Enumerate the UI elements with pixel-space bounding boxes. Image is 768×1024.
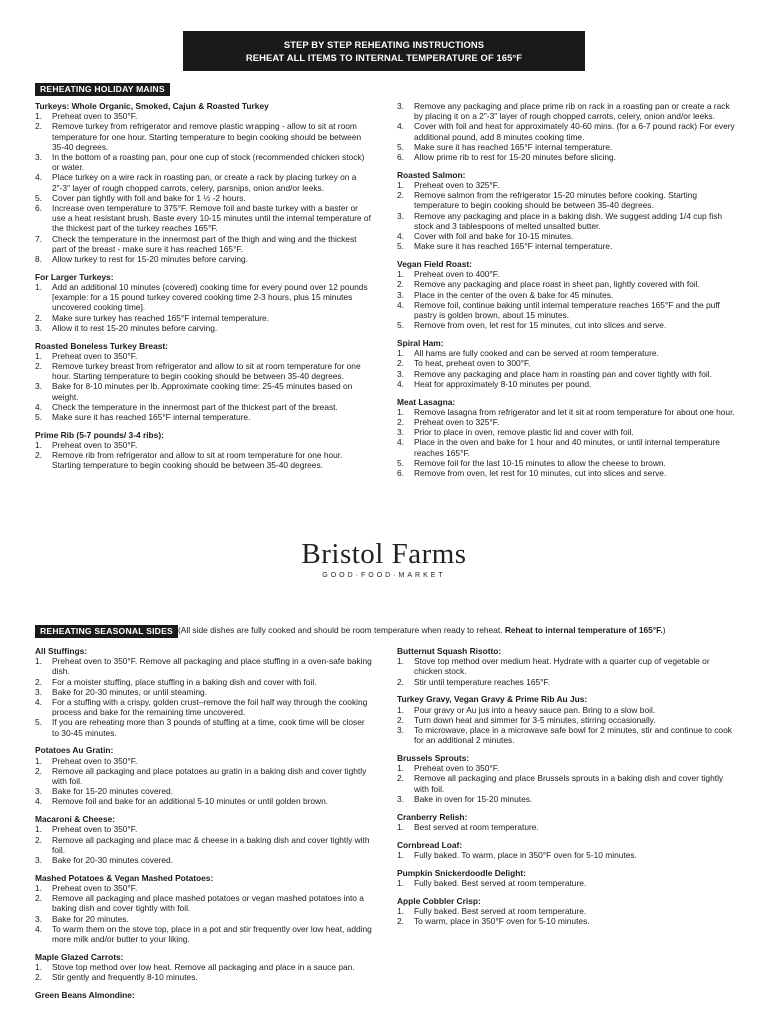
step-text: Remove foil and bake for an additional 5-10 minutes or until golden brown. (52, 796, 329, 807)
step-text: Bake for 20-30 minutes, or until steaming. (52, 686, 208, 697)
step-text: Bake for 15-20 minutes covered. (52, 786, 174, 797)
step-text: Make sure it has reached 165°F internal temperature. (414, 241, 613, 252)
step-text: Preheat oven to 350°F. (52, 883, 138, 894)
step-number: 3. (35, 686, 42, 697)
step-number: 1. (397, 704, 404, 715)
step-number: 5. (35, 412, 42, 423)
step-number: 1. (397, 849, 404, 860)
instruction-section (397, 101, 735, 162)
step-text: Allow prime rib to rest for 15-20 minutes before slicing. (414, 152, 617, 163)
section-title: For Larger Turkeys: (35, 271, 114, 282)
step-item (397, 705, 735, 715)
step-text: Fully baked. To warm, place in 350°F oven for 5-10 minutes. (414, 849, 637, 860)
step-text: Preheat oven to 350°F. (414, 763, 500, 774)
section-title: Turkeys: Whole Organic, Smoked, Cajun & Roasted Turkey (35, 101, 269, 111)
step-number: 4. (35, 697, 42, 708)
step-number: 4. (35, 401, 42, 412)
mains-section-header: REHEATING HOLIDAY MAINS (35, 83, 170, 96)
step-item (397, 348, 735, 358)
step-number: 1. (35, 656, 42, 667)
header-banner (183, 31, 585, 71)
section-title: Pumpkin Snickerdoodle Delight: (397, 867, 526, 878)
step-list (35, 962, 373, 982)
step-text: Stir until temperature reaches 165°F. (414, 676, 551, 687)
step-number: 6. (397, 468, 404, 479)
step-list (35, 656, 373, 738)
step-number: 3. (35, 855, 42, 866)
step-item (397, 407, 735, 417)
step-text: Turn down heat and simmer for 3-5 minutes, stirring occasionally. (414, 714, 656, 725)
step-item (35, 313, 373, 323)
step-item (397, 822, 735, 832)
step-text: Remove turkey breast from refrigerator and allow to sit at room temperature for one hour. Starting temperature to begin cooking should be between 35-40 degrees. (52, 361, 361, 382)
step-list (397, 180, 735, 251)
section-title: Prime Rib (5-7 pounds/ 3-4 ribs): (35, 429, 164, 440)
step-item (397, 417, 735, 427)
instruction-section (35, 646, 373, 738)
step-list (35, 111, 373, 264)
step-text: Make sure it has reached 165°F internal temperature. (414, 141, 613, 152)
step-list (397, 407, 735, 478)
step-item (397, 850, 735, 860)
step-text: Remove turkey from refrigerator and remove plastic wrapping - allow to sit at room temperature for one hour. Starting temperature to begin cooking should be between 35-40 degrees. (52, 121, 362, 152)
step-list (397, 878, 735, 888)
step-number: 2. (397, 190, 404, 201)
sides-note-bold: Reheat to internal temperature of 165°F. (504, 625, 663, 635)
section-title: Green Beans Almondine: (35, 990, 135, 1001)
step-text: Remove any packaging and place ham in roasting pan and cover tightly with foil. (414, 368, 712, 379)
step-number: 5. (35, 717, 42, 728)
section-title: Cranberry Relish: (397, 811, 468, 822)
step-text: Remove all packaging and place Brussels sprouts in a baking dish and cover tightly with foil. (414, 773, 724, 794)
step-number: 2. (35, 676, 42, 687)
instruction-section (35, 814, 373, 865)
step-number: 4. (397, 437, 404, 448)
step-item (35, 111, 373, 121)
step-item (397, 763, 735, 773)
section-title: Potatoes Au Gratin: (35, 745, 114, 756)
step-number: 3. (35, 152, 42, 163)
step-text: Heat for approximately 8-10 minutes per pound. (414, 378, 592, 389)
sides-note-close: ) (662, 625, 666, 635)
step-text: Remove all packaging and place potatoes au gratin in a baking dish and cover tightly with foil. (52, 765, 367, 787)
instruction-section (397, 694, 735, 745)
step-text: Preheat oven to 350°F. Remove all packaging and place stuffing in a oven-safe baking dish. (52, 656, 372, 677)
step-item (35, 193, 373, 203)
section-title: Roasted Boneless Turkey Breast: (35, 340, 168, 351)
step-item (397, 269, 735, 279)
step-number: 1. (35, 883, 42, 894)
instruction-section (35, 952, 373, 983)
step-item (35, 254, 373, 264)
step-text: All hams are fully cooked and can be served at room temperature. (414, 348, 659, 359)
step-item (35, 924, 373, 944)
step-text: Preheat oven to 350°F. (52, 755, 138, 766)
step-text: If you are reheating more than 3 pounds of stuffing at a time, cook time will be closer to 30-45 minutes. (52, 717, 365, 738)
step-text: Remove from oven, let rest for 10 minutes, cut into slices and serve. (414, 468, 667, 479)
step-number: 3. (397, 793, 404, 804)
step-number: 4. (35, 172, 42, 183)
sides-note (178, 625, 665, 636)
step-text: Stove top method over medium heat. Hydrate with a quarter cup of vegetable or chicken stock. (414, 656, 710, 677)
step-text: Bake for 20-30 minutes covered. (52, 855, 174, 866)
instruction-section (397, 397, 735, 479)
step-number: 2. (35, 450, 42, 461)
step-item (397, 916, 735, 926)
step-number: 4. (35, 796, 42, 807)
step-list (397, 705, 735, 746)
step-text: Check the temperature in the innermost part of the thigh and wing and the thickest part of the breast - make sure it has reached 165°F. (52, 233, 357, 254)
step-number: 1. (35, 824, 42, 835)
step-item (397, 241, 735, 251)
step-number: 1. (35, 111, 42, 122)
step-text: Remove salmon from the refrigerator 15-20 minutes before cooking. Starting temperature to begin cooking should be between 35-40 degrees. (414, 190, 698, 211)
step-number: 5. (35, 192, 42, 203)
step-number: 3. (35, 913, 42, 924)
step-text: Remove all packaging and place mac & cheese in a baking dish and cover tightly with foil. (52, 834, 370, 855)
step-item (35, 234, 373, 254)
step-number: 5. (397, 457, 404, 468)
step-text: Cover with foil and heat for approximately 40-60 mins. (for a 6-7 pound rack) For every additional pound, add 8 minutes cooking time. (414, 121, 735, 142)
step-number: 2. (35, 834, 42, 845)
step-item (397, 142, 735, 152)
step-text: Allow it to rest 15-20 minutes before carving. (52, 322, 218, 333)
step-text: Cover pan tightly with foil and bake for 1 ½ -2 hours. (52, 192, 246, 203)
step-item (35, 855, 373, 865)
step-item (397, 427, 735, 437)
step-number: 2. (35, 893, 42, 904)
step-text: Bake for 8-10 minutes per lb. Approximate cooking time: 25-45 minutes based on weight. (52, 381, 353, 402)
step-text: Remove all packaging and place mashed potatoes or vegan mashed potatoes into a baking dish and cover tightly with foil. (52, 893, 364, 914)
step-list (35, 440, 373, 471)
step-number: 2. (397, 714, 404, 725)
step-item (35, 914, 373, 924)
step-item (35, 972, 373, 982)
instruction-section (35, 101, 373, 264)
step-item (397, 231, 735, 241)
step-number: 2. (397, 916, 404, 927)
step-text: Pour gravy or Au jus into a heavy sauce pan. Bring to a slow boil. (414, 704, 656, 715)
sides-right-column (397, 646, 735, 934)
step-number: 3. (397, 427, 404, 438)
section-title: Turkey Gravy, Vegan Gravy & Prime Rib Au Jus: (397, 694, 588, 705)
step-number: 6. (35, 203, 42, 214)
step-number: 2. (397, 676, 404, 687)
instruction-section (35, 272, 373, 333)
step-text: Preheat oven to 350°F. (52, 111, 138, 122)
step-text: Bake in oven for 15-20 minutes. (414, 793, 533, 804)
step-number: 1. (397, 821, 404, 832)
step-number: 3. (397, 101, 404, 111)
banner-title: STEP BY STEP REHEATING INSTRUCTIONS (283, 39, 485, 50)
step-number: 4. (397, 378, 404, 389)
step-item (397, 715, 735, 725)
step-text: Preheat oven to 400°F. (414, 269, 500, 280)
instruction-section (397, 812, 735, 832)
step-item (397, 468, 735, 478)
step-number: 7. (35, 233, 42, 244)
section-title: Vegan Field Roast: (397, 259, 472, 270)
step-item (35, 883, 373, 893)
step-text: To warm, place in 350°F oven for 5-10 minutes. (414, 916, 590, 927)
section-title: Meat Lasagna: (397, 396, 456, 407)
step-number: 3. (35, 322, 42, 333)
step-number: 4. (35, 923, 42, 934)
step-item (397, 677, 735, 687)
step-number: 1. (35, 755, 42, 766)
step-text: Preheat oven to 325°F. (414, 417, 500, 428)
step-item (35, 962, 373, 972)
step-item (397, 906, 735, 916)
step-number: 4. (397, 299, 404, 310)
step-number: 1. (35, 962, 42, 973)
step-number: 2. (35, 361, 42, 372)
step-text: Check the temperature in the innermost part of the thickest part of the breast. (52, 401, 338, 412)
step-text: Stir gently and frequently 8-10 minutes. (52, 972, 198, 983)
section-title: All Stuffings: (35, 646, 88, 656)
step-item (397, 358, 735, 368)
step-list (35, 756, 373, 807)
step-item (397, 121, 735, 141)
step-text: Prior to place in oven, remove plastic lid and cover with foil. (414, 427, 634, 438)
instruction-section (35, 341, 373, 423)
step-item (35, 717, 373, 737)
step-text: Place in the center of the oven & bake for 45 minutes. (414, 289, 614, 300)
step-item (35, 656, 373, 676)
step-list (35, 351, 373, 422)
instruction-section (397, 170, 735, 252)
step-number: 2. (35, 972, 42, 983)
step-number: 5. (397, 141, 404, 152)
mains-right-column (397, 101, 735, 486)
step-item (35, 152, 373, 172)
step-item (397, 152, 735, 162)
step-number: 2. (35, 121, 42, 132)
logo-tagline: GOOD·FOOD·MARKET (322, 572, 446, 579)
step-item (35, 172, 373, 192)
step-number: 1. (35, 440, 42, 451)
banner-subtitle: REHEAT ALL ITEMS TO INTERNAL TEMPERATURE OF 165°F (245, 52, 523, 63)
step-item (35, 756, 373, 766)
instruction-section (397, 896, 735, 927)
step-text: Stove top method over low heat. Remove all packaging and place in a sauce pan. (52, 962, 355, 973)
step-item (35, 796, 373, 806)
step-text: Remove lasagna from refrigerator and let it sit at room temperature for about one hour. (414, 406, 735, 417)
step-item (397, 320, 735, 330)
step-item (397, 369, 735, 379)
step-number: 8. (35, 254, 42, 265)
step-number: 3. (397, 725, 404, 736)
step-item (35, 440, 373, 450)
sides-section-header: REHEATING SEASONAL SIDES (35, 625, 178, 638)
step-text: For a moister stuffing, place stuffing in a baking dish and cover with foil. (52, 676, 317, 687)
step-number: 2. (397, 417, 404, 428)
step-text: In the bottom of a roasting pan, pour one cup of stock (recommended chicken stock) or water. (52, 152, 365, 173)
step-item (397, 725, 735, 745)
instruction-section (35, 873, 373, 944)
step-item (35, 361, 373, 381)
step-number: 4. (397, 231, 404, 242)
step-number: 1. (397, 180, 404, 191)
step-text: Bake for 20 minutes. (52, 913, 129, 924)
instruction-section (35, 990, 373, 1000)
step-number: 1. (35, 282, 42, 293)
step-item (397, 101, 735, 121)
instruction-section (35, 745, 373, 806)
step-item (35, 402, 373, 412)
step-item (397, 656, 735, 676)
step-number: 1. (397, 905, 404, 916)
instruction-section (397, 338, 735, 389)
sides-note-text: (All side dishes are fully cooked and should be room temperature when ready to reheat. (178, 625, 505, 635)
section-title: Maple Glazed Carrots: (35, 951, 124, 962)
step-text: Remove rib from refrigerator and allow to sit at room temperature for one hour. Starting temperature to begin cooking should be between 35-40 degrees. (52, 450, 343, 471)
step-number: 2. (35, 312, 42, 323)
step-item (35, 697, 373, 717)
step-item (35, 687, 373, 697)
step-item (35, 677, 373, 687)
step-number: 3. (397, 368, 404, 379)
step-item (397, 379, 735, 389)
step-text: Increase oven temperature to 375°F. Remove foil and baste turkey with a baster or use a heat resistant brush. Baste every 10-15 minutes until the internal temperature of the thickest part of the turkey reaches 165°F. (52, 203, 371, 234)
section-title: Macaroni & Cheese: (35, 814, 116, 825)
step-item (35, 282, 373, 313)
step-item (35, 450, 373, 470)
step-text: Preheat oven to 325°F. (414, 180, 500, 191)
step-item (397, 180, 735, 190)
step-text: Fully baked. Best served at room temperature. (414, 905, 587, 916)
step-list (397, 101, 735, 162)
step-text: To microwave, place in a microwave safe bowl for 2 minutes, stir and continue to cook for an additional 2 minutes. (414, 725, 732, 746)
step-item (397, 279, 735, 289)
step-item (35, 766, 373, 786)
step-list (397, 763, 735, 804)
step-text: Place in the oven and bake for 1 hour and 40 minutes, or until internal temperature reaches 165°F. (414, 437, 720, 458)
step-number: 1. (397, 348, 404, 359)
instruction-section (35, 430, 373, 471)
sides-left-column (35, 646, 373, 1008)
step-number: 1. (397, 656, 404, 667)
step-item (35, 381, 373, 401)
step-number: 3. (35, 786, 42, 797)
step-item (35, 786, 373, 796)
step-item (35, 121, 373, 152)
instruction-section (397, 868, 735, 888)
instruction-section (397, 259, 735, 330)
step-list (397, 269, 735, 330)
section-title: Butternut Squash Risotto: (397, 646, 502, 656)
step-item (35, 323, 373, 333)
step-item (35, 203, 373, 234)
step-number: 1. (397, 269, 404, 280)
step-list (397, 850, 735, 860)
step-item (35, 835, 373, 855)
section-title: Roasted Salmon: (397, 169, 466, 180)
step-text: Remove any packaging and place prime rib on rack in a roasting pan or create a rack by placing it on a 2"-3" layer of rough chopped carrots, celery, onion and/or leeks. (414, 101, 730, 122)
step-text: For a stuffing with a crispy, golden crust–remove the foil half way through the cooking process and bake for the remaining time uncovered. (52, 697, 368, 718)
step-list (35, 282, 373, 333)
step-text: Preheat oven to 350°F. (52, 824, 138, 835)
step-number: 2. (35, 765, 42, 776)
step-item (397, 773, 735, 793)
step-list (397, 656, 735, 687)
step-text: To heat, preheat oven to 300°F. (414, 358, 531, 369)
step-item (397, 437, 735, 457)
step-text: Preheat oven to 350°F. (52, 350, 138, 361)
step-item (397, 190, 735, 210)
step-item (397, 458, 735, 468)
step-number: 3. (397, 289, 404, 300)
step-list (35, 883, 373, 944)
step-number: 5. (397, 320, 404, 331)
step-text: Fully baked. Best served at room temperature. (414, 877, 587, 888)
step-text: Place turkey on a wire rack in roasting pan, or create a rack by placing turkey on a 2"-3" layer of rough chopped carrots, celery, parsnips, onion and/or leeks. (52, 172, 357, 193)
section-title: Brussels Sprouts: (397, 753, 470, 764)
step-number: 2. (397, 358, 404, 369)
step-number: 5. (397, 241, 404, 252)
step-text: Make sure it has reached 165°F internal temperature. (52, 412, 251, 423)
step-text: To warm them on the stove top, place in a pot and stir frequently over low heat, adding more milk and/or butter to your liking. (52, 923, 372, 945)
step-item (35, 351, 373, 361)
step-list (397, 906, 735, 926)
step-text: Make sure turkey has reached 165°F internal temperature. (52, 312, 270, 323)
step-number: 6. (397, 152, 404, 163)
step-number: 1. (397, 877, 404, 888)
mains-left-column (35, 101, 373, 478)
section-title: Mashed Potatoes & Vegan Mashed Potatoes: (35, 872, 214, 883)
step-number: 3. (397, 210, 404, 221)
logo-name: Bristol Farms (301, 538, 467, 570)
step-list (35, 824, 373, 865)
step-item (35, 412, 373, 422)
step-list (397, 348, 735, 389)
step-item (397, 794, 735, 804)
section-title: Spiral Ham: (397, 338, 444, 349)
step-number: 1. (397, 406, 404, 417)
step-text: Cover with foil and bake for 10-15 minutes. (414, 231, 574, 242)
step-number: 1. (35, 350, 42, 361)
step-text: Remove from oven, let rest for 15 minutes, cut into slices and serve. (414, 320, 667, 331)
step-number: 2. (397, 773, 404, 784)
step-text: Remove any packaging and place roast in sheet pan, lightly covered with foil. (414, 279, 700, 290)
step-list (397, 822, 735, 832)
instruction-section (397, 840, 735, 860)
step-number: 1. (397, 763, 404, 774)
step-number: 2. (397, 279, 404, 290)
step-item (35, 824, 373, 834)
step-text: Remove any packaging and place in a baking dish. We suggest adding 1/4 cup fish stock and 3 tablespoons of melted unsalted butter. (414, 210, 723, 231)
step-item (397, 300, 735, 320)
step-item (35, 893, 373, 913)
step-item (397, 290, 735, 300)
step-text: Preheat oven to 350°F. (52, 440, 138, 451)
section-title: Apple Cobbler Crisp: (397, 895, 481, 906)
section-title: Cornbread Loaf: (397, 839, 463, 850)
step-text: Add an additional 10 minutes (covered) cooking time for every pound over 12 pounds [example: for a 15 pound turkey covered cooking time 2-3 hours, plus 15 minutes uncovered cooking time]. (52, 282, 368, 313)
step-number: 4. (397, 121, 404, 132)
step-number: 3. (35, 381, 42, 392)
step-item (397, 878, 735, 888)
step-text: Remove foil, continue baking until internal temperature reaches 165°F and the puff pastry is golden brown, about 15 minutes. (414, 299, 720, 321)
instruction-section (397, 646, 735, 687)
step-item (397, 211, 735, 231)
step-text: Allow turkey to rest for 15-20 minutes before carving. (52, 254, 248, 265)
instruction-section (397, 753, 735, 804)
step-text: Best served at room temperature. (414, 821, 539, 832)
step-text: Remove foil for the last 10-15 minutes to allow the cheese to brown. (414, 457, 666, 468)
bristol-farms-logo (0, 537, 768, 579)
